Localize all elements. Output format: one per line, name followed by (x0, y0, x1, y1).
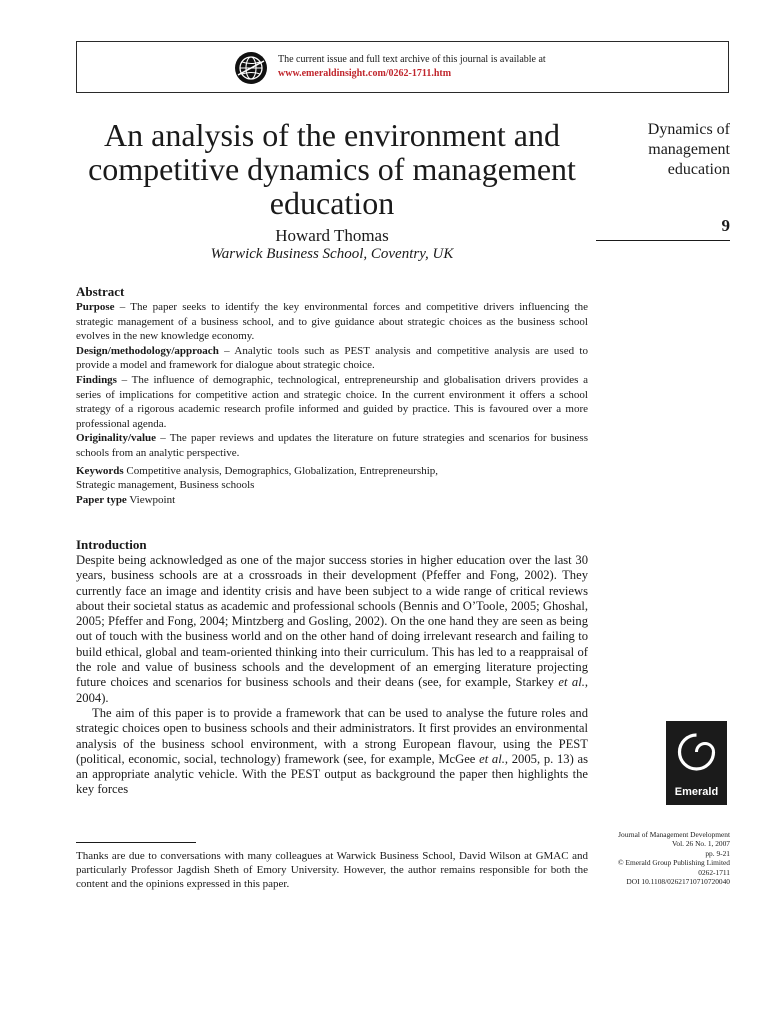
journal-issn: 0262-1711 (698, 867, 730, 877)
introduction-section (76, 537, 588, 798)
findings-label: Findings (76, 373, 117, 386)
article-title: An analysis of the environment and competitive dynamics of management education (88, 117, 576, 221)
findings-text: – The influence of demographic, technological, entrepreneurship and globalisation drivers provides a series of implications for competitive action and strategic choice. In the current environment it offers a school strategy of a rigorous academic research profile informed and guided by practice. This is favoured over a more professional agenda. (76, 373, 588, 430)
keywords-line: Competitive analysis, Demographics, Globalization, Entrepreneurship, (123, 464, 439, 477)
paper-type-label: Paper type (76, 493, 127, 506)
abstract-originality (76, 431, 588, 460)
journal-doi: DOI 10.1108/02621710710720040 (626, 877, 730, 887)
design-label: Design/methodology/approach (76, 344, 219, 357)
acknowledgement-footnote: Thanks are due to conversations with many colleagues at Warwick Business School, David Wilson at GMAC and particularly Professor Jagdish Sheth of Emory University. However, the author remains responsible for both the content and the opinions expressed in this paper. (76, 850, 588, 890)
footnote-rule (76, 842, 196, 843)
keywords-label: Keywords (76, 464, 124, 477)
abstract-design (76, 344, 588, 373)
journal-citation (594, 830, 730, 886)
abstract-paper-type (76, 493, 588, 508)
introduction-paragraph (76, 706, 588, 798)
introduction-paragraph (76, 553, 588, 706)
purpose-label: Purpose (76, 301, 115, 313)
keywords-line: Strategic management, Business schools (76, 479, 255, 492)
abstract-findings (76, 373, 588, 431)
introduction-heading: Introduction (76, 537, 147, 552)
originality-text: – The paper reviews and updates the literature on future strategies and scenarios for business schools from an analytic perspective. (76, 432, 588, 459)
abstract-section (76, 284, 588, 507)
design-text: – Analytic tools such as PEST analysis and competitive analysis are used to provide a model and framework for dialogue about strategic choice. (76, 344, 588, 372)
originality-label: Originality/value (76, 432, 157, 445)
journal-pages: pp. 9-21 (705, 848, 730, 858)
paragraph-text: The aim of this paper is to provide a framework that can be used to analyse the future roles and strategic choices open to business schools and their administrators. It first provides an environmental analysis of the business school environment, with a strong European flavour, using the PEST (political, economic, social, technology) framework (see, for example, McGee (76, 705, 588, 766)
journal-banner (76, 41, 729, 93)
logo-wordmark: Emerald (674, 786, 719, 798)
journal-name: Journal of Management Development (618, 830, 730, 839)
paragraph-text: , 2005, p. 13) as an appropriate analytic vehicle. With the PEST output as background the paper then highlights the key forces (76, 751, 588, 797)
etal-text: et al. (558, 675, 585, 690)
header-rule (596, 240, 730, 241)
running-header-line: education (667, 161, 730, 178)
running-header-line: Dynamics of (647, 121, 730, 138)
running-header (596, 120, 730, 180)
emerald-logo (666, 721, 727, 805)
paper-type-value: Viewpoint (126, 493, 176, 506)
banner-text: The current issue and full text archive of this journal is available at (278, 54, 546, 65)
running-header-line: management (648, 141, 730, 158)
author-affiliation: Warwick Business School, Coventry, UK (210, 246, 454, 262)
globe-icon (234, 51, 268, 85)
abstract-keywords (76, 464, 588, 493)
etal-text: et al. (479, 751, 505, 766)
paragraph-text: Despite being acknowledged as one of the major success stories in higher education over the last 30 years, business schools are at a crossroads in their development (Pfeffer and Fong, 2002). They currently face an image and identity crisis and have been subject to a wide range of critical reviews about their societal status as academic and professional schools (Bennis and O’Toole, 2005; Ghoshal, 2005; Pfeffer and Fong, 2004; Mintzberg and Gosling, 2002). On the one hand they are seen as being out of touch with the business world and on the other hand of doing irrelevant research and failing to build ethical, global and team-oriented thinking into their curriculum. This has led to a reappraisal of the role and value of business schools and the development of an emerging literature projecting future choices and scenarios for business schools and their deans (see, for example, Starkey (76, 553, 588, 690)
paragraph-text: , 2004). (76, 675, 588, 705)
purpose-text: – The paper seeks to identify the key environmental forces and competitive drivers influencing the strategic management of a business school, and to give guidance about strategic choices as the business school evolves in the new knowledge economy. (76, 301, 588, 343)
abstract-heading: Abstract (76, 284, 125, 299)
emerald-logo-icon (674, 727, 719, 783)
page-number: 9 (721, 216, 730, 235)
journal-publisher: © Emerald Group Publishing Limited (618, 858, 730, 868)
journal-link[interactable]: www.emeraldinsight.com/0262-1711.htm (278, 68, 452, 79)
journal-volume: Vol. 26 No. 1, 2007 (672, 839, 730, 849)
abstract-purpose (76, 300, 588, 344)
author-name: Howard Thomas (275, 226, 389, 245)
